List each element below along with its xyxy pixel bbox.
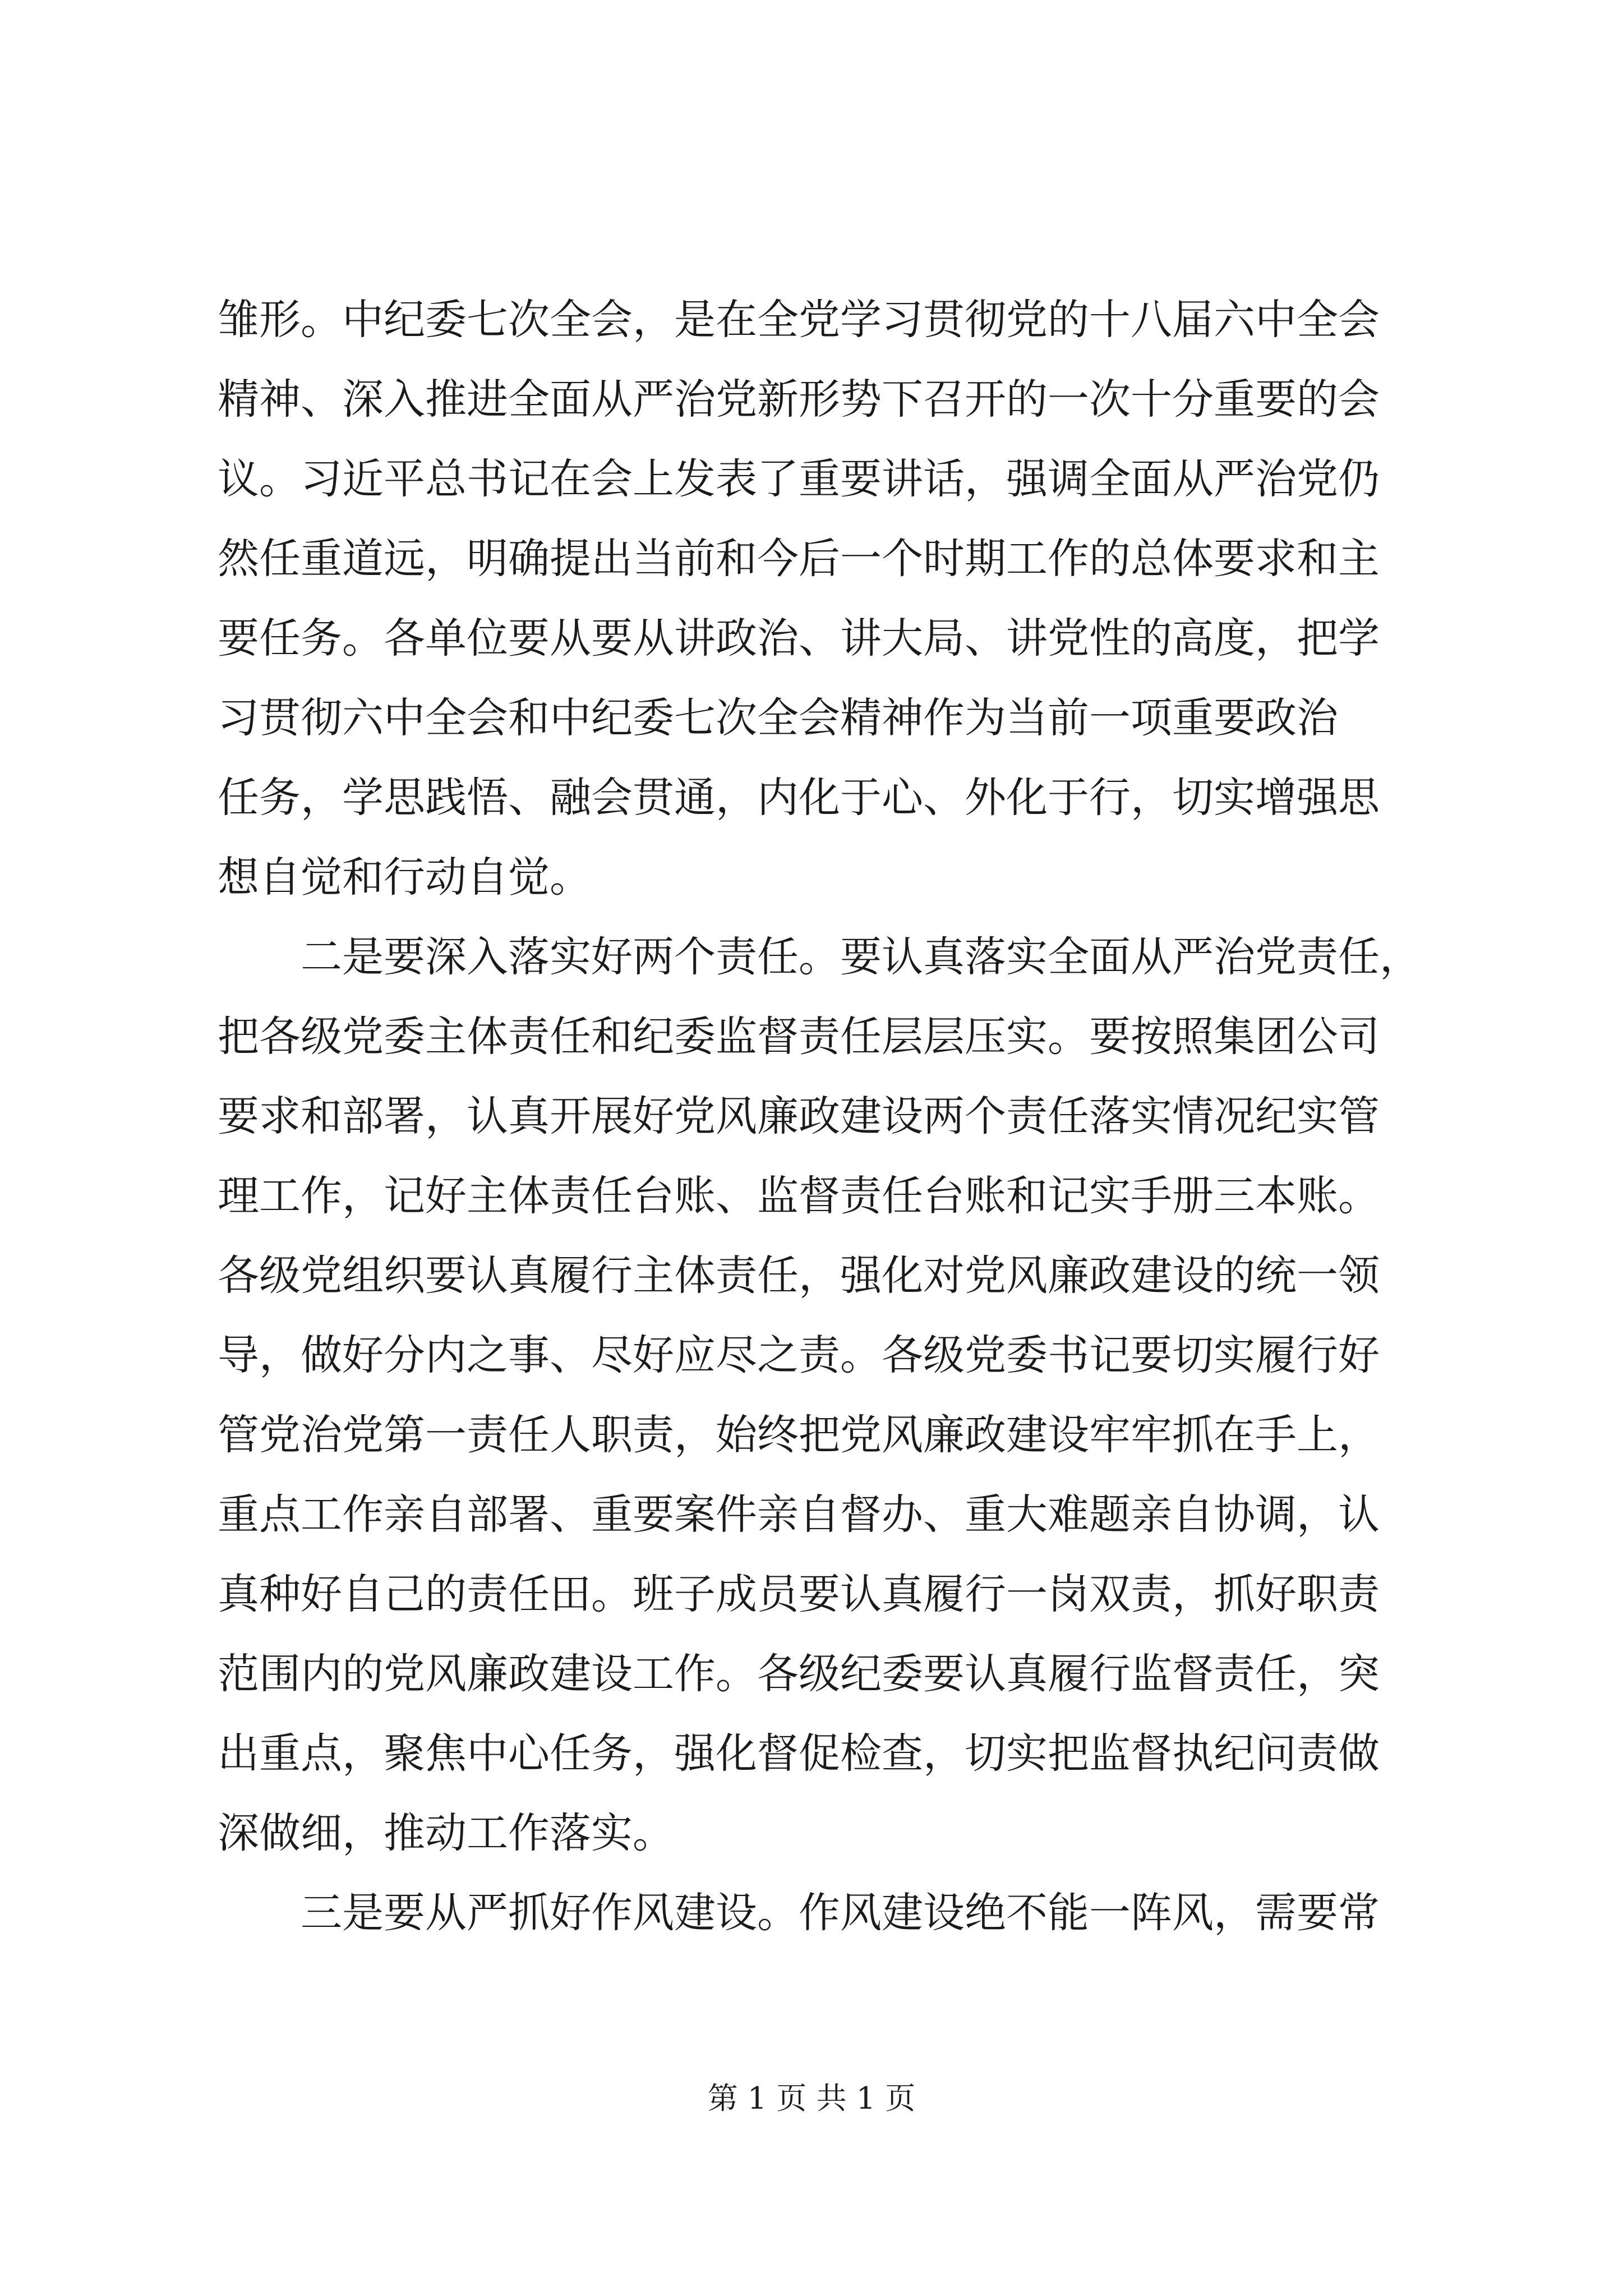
text-line: 任务，学思践悟、融会贯通，内化于心、外化于行，切实增强思	[218, 774, 1380, 822]
text-line: 管党治党第一责任人职责，始终把党风廉政建设牢牢抓在手上，	[218, 1411, 1380, 1459]
text-line: 习贯彻六中全会和中纪委七次全会精神作为当前一项重要政治	[218, 694, 1338, 742]
page-number-footer: 第 1 页 共 1 页	[707, 2081, 916, 2116]
text-line: 重点工作亲自部署、重要案件亲自督办、重大难题亲自协调，认	[218, 1490, 1380, 1539]
text-line: 范围内的党风廉政建设工作。各级纪委要认真履行监督责任，突	[218, 1650, 1380, 1698]
text-line: 深做细，推动工作落实。	[218, 1809, 674, 1857]
text-line: 精神、深入推进全面从严治党新形势下召开的一次十分重要的会	[218, 375, 1380, 424]
text-line: 要求和部署，认真开展好党风廉政建设两个责任落实情况纪实管	[218, 1092, 1380, 1140]
text-line: 各级党组织要认真履行主体责任，强化对党风廉政建设的统一领	[218, 1251, 1380, 1300]
paragraph-first-line: 二是要深入落实好两个责任。要认真落实全面从严治党责任，	[301, 933, 1421, 981]
text-line: 导，做好分内之事、尽好应尽之责。各级党委书记要切实履行好	[218, 1331, 1380, 1379]
text-line: 把各级党委主体责任和纪委监督责任层层压实。要按照集团公司	[218, 1013, 1380, 1061]
paragraph-first-line: 三是要从严抓好作风建设。作风建设绝不能一阵风，需要常	[301, 1889, 1380, 1937]
text-line: 议。习近平总书记在会上发表了重要讲话，强调全面从严治党仍	[218, 455, 1380, 503]
text-line: 想自觉和行动自觉。	[218, 853, 591, 901]
text-line: 真种好自己的责任田。班子成员要认真履行一岗双责，抓好职责	[218, 1570, 1380, 1618]
text-line: 雏形。中纪委七次全会，是在全党学习贯彻党的十八届六中全会	[218, 296, 1380, 344]
text-line: 要任务。各单位要从要从讲政治、讲大局、讲党性的高度，把学	[218, 614, 1380, 662]
text-line: 出重点，聚焦中心任务，强化督促检查，切实把监督执纪问责做	[218, 1729, 1380, 1778]
text-line: 理工作，记好主体责任台账、监督责任台账和记实手册三本账。	[218, 1172, 1380, 1220]
text-line: 然任重道远，明确提出当前和今后一个时期工作的总体要求和主	[218, 535, 1380, 583]
